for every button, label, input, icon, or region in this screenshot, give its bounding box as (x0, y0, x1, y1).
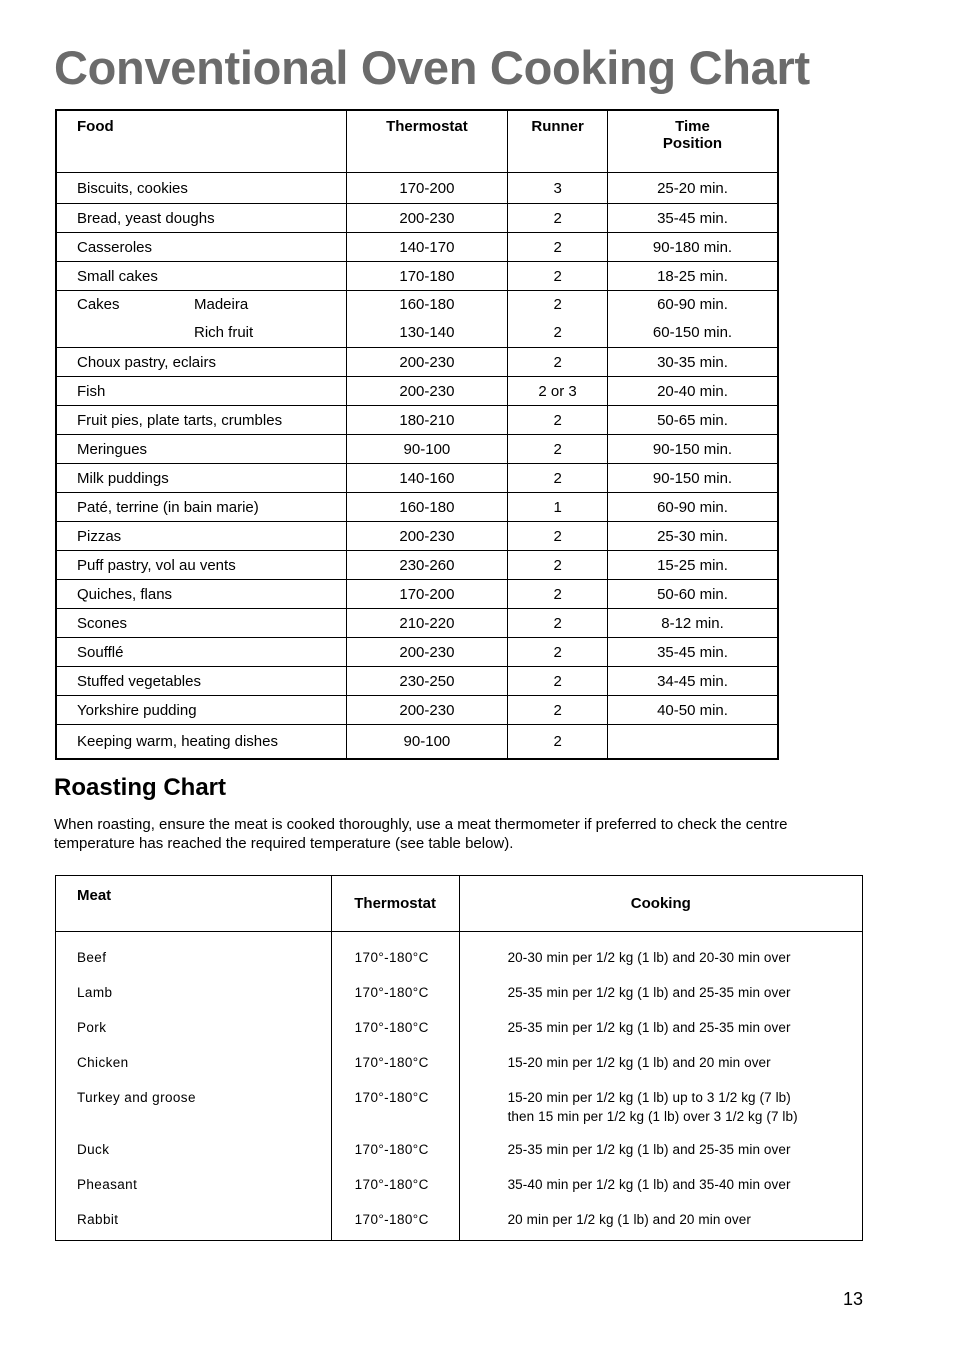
thermostat-cell: 200-230 (346, 204, 508, 233)
header-cooking: Cooking (459, 876, 862, 932)
time-cell: 30-35 min. (608, 348, 779, 377)
time-cell: 15-25 min. (608, 551, 779, 580)
runner-cell: 2 (508, 580, 608, 609)
time-cell: 8-12 min. (608, 609, 779, 638)
runner-value: 2 (553, 296, 562, 313)
cooking-cell (459, 1210, 862, 1241)
food-cell: Meringues (56, 435, 346, 464)
food-cell: Yorkshire pudding (56, 696, 346, 725)
thermostat-value: 160-180 (399, 296, 455, 313)
oven-cooking-table (55, 109, 779, 760)
table-row (56, 464, 778, 493)
time-cell (608, 291, 779, 348)
table-row (56, 580, 778, 609)
time-value: 60-90 min. (657, 296, 728, 313)
table-row (56, 348, 778, 377)
runner-cell: 2 (508, 233, 608, 262)
thermostat-cell: 90-100 (346, 725, 508, 760)
thermostat-cell: 230-250 (346, 667, 508, 696)
oven-header-row (56, 110, 778, 173)
food-cell: Biscuits, cookies (56, 173, 346, 204)
roasting-table (55, 875, 863, 1241)
table-row (56, 173, 778, 204)
cakes-sub-rich-fruit: Rich fruit (194, 324, 254, 341)
thermostat-cell: 200-230 (346, 638, 508, 667)
runner-value: 2 (553, 324, 562, 341)
runner-cell: 2 (508, 262, 608, 291)
runner-cell: 2 (508, 667, 608, 696)
header-runner: Runner (508, 110, 608, 173)
cooking-cell (459, 1175, 862, 1210)
time-cell: 20-40 min. (608, 377, 779, 406)
meat-cell: Chicken (56, 1053, 332, 1088)
cakes-label: Cakes (77, 296, 120, 313)
table-row (56, 493, 778, 522)
header-time-position (608, 110, 779, 173)
cooking-cell (459, 948, 862, 983)
runner-cell: 2 (508, 435, 608, 464)
table-row (56, 725, 778, 760)
runner-cell: 2 (508, 638, 608, 667)
table-row (56, 522, 778, 551)
thermostat-cell: 160-180 (346, 493, 508, 522)
page-number: 13 (843, 1289, 864, 1309)
table-row (56, 377, 778, 406)
time-cell: 60-90 min. (608, 493, 779, 522)
table-row (56, 1140, 863, 1175)
thermostat-cell: 200-230 (346, 348, 508, 377)
thermostat-cell: 140-160 (346, 464, 508, 493)
table-row (56, 406, 778, 435)
cooking-line: 25-35 min per 1/2 kg (1 lb) and 25-35 min over (507, 1142, 791, 1157)
roasting-table-body (56, 932, 863, 1241)
cooking-line: 25-35 min per 1/2 kg (1 lb) and 25-35 min over (507, 985, 791, 1000)
runner-cell: 1 (508, 493, 608, 522)
oven-table-body-continued (56, 348, 778, 760)
table-row (56, 983, 863, 1018)
thermostat-cell: 170-180 (346, 262, 508, 291)
table-row (56, 948, 863, 983)
header-position: Position (662, 135, 723, 152)
cooking-line: 25-35 min per 1/2 kg (1 lb) and 25-35 min over (507, 1020, 791, 1035)
thermostat-cell: 170°-180°C (331, 1053, 459, 1088)
meat-cell: Beef (56, 948, 332, 983)
food-cell-cakes (56, 291, 346, 348)
meat-cell: Rabbit (56, 1210, 332, 1241)
cooking-cell (459, 1053, 862, 1088)
time-cell: 25-30 min. (608, 522, 779, 551)
runner-cell: 2 (508, 464, 608, 493)
table-row (56, 667, 778, 696)
thermostat-cell: 170°-180°C (331, 948, 459, 983)
food-cell: Scones (56, 609, 346, 638)
cooking-cell (459, 1140, 862, 1175)
thermostat-cell: 90-100 (346, 435, 508, 464)
runner-cell: 2 (508, 204, 608, 233)
food-cell: Bread, yeast doughs (56, 204, 346, 233)
time-cell: 40-50 min. (608, 696, 779, 725)
thermostat-cell: 170°-180°C (331, 983, 459, 1018)
runner-cell: 2 (508, 522, 608, 551)
food-cell: Paté, terrine (in bain marie) (56, 493, 346, 522)
food-cell: Pizzas (56, 522, 346, 551)
runner-cell: 2 (508, 725, 608, 760)
food-cell: Fish (56, 377, 346, 406)
food-cell: Casseroles (56, 233, 346, 262)
meat-cell: Turkey and groose (56, 1088, 332, 1140)
table-row (56, 551, 778, 580)
thermostat-cell: 170-200 (346, 173, 508, 204)
time-cell: 50-60 min. (608, 580, 779, 609)
table-row (56, 1088, 863, 1140)
thermostat-cell: 200-230 (346, 377, 508, 406)
food-cell: Stuffed vegetables (56, 667, 346, 696)
meat-cell: Pheasant (56, 1175, 332, 1210)
roasting-intro: When roasting, ensure the meat is cooked thoroughly, use a meat thermometer if preferred to check the centre temperature has reached the required temperature (see table below). (54, 816, 788, 852)
table-row (56, 1210, 863, 1241)
time-cell: 35-45 min. (608, 204, 779, 233)
roasting-heading: Roasting Chart (54, 774, 227, 801)
runner-cell: 2 (508, 406, 608, 435)
thermostat-cell: 170°-180°C (331, 1018, 459, 1053)
table-row (56, 1053, 863, 1088)
oven-table-body (56, 173, 778, 348)
table-row-cakes (56, 291, 778, 348)
table-row (56, 1175, 863, 1210)
time-cell (608, 725, 779, 760)
header-thermostat: Thermostat (346, 110, 508, 173)
runner-cell: 3 (508, 173, 608, 204)
thermostat-cell (346, 291, 508, 348)
table-row (56, 204, 778, 233)
thermostat-cell: 170°-180°C (331, 1210, 459, 1241)
cooking-cell (459, 983, 862, 1018)
cooking-cell (459, 1018, 862, 1053)
cooking-line: 20 min per 1/2 kg (1 lb) and 20 min over (507, 1212, 751, 1227)
meat-cell: Lamb (56, 983, 332, 1018)
cooking-line: then 15 min per 1/2 kg (1 lb) over 3 1/2 kg (7 lb) (507, 1109, 798, 1124)
runner-cell: 2 or 3 (508, 377, 608, 406)
cooking-line: 15-20 min per 1/2 kg (1 lb) and 20 min over (507, 1055, 771, 1070)
cooking-line: 20-30 min per 1/2 kg (1 lb) and 20-30 min over (507, 950, 791, 965)
food-cell: Puff pastry, vol au vents (56, 551, 346, 580)
cooking-cell (459, 1088, 862, 1140)
runner-cell: 2 (508, 348, 608, 377)
thermostat-cell: 230-260 (346, 551, 508, 580)
thermostat-cell: 180-210 (346, 406, 508, 435)
cooking-line: 35-40 min per 1/2 kg (1 lb) and 35-40 min over (507, 1177, 791, 1192)
table-row (56, 1018, 863, 1053)
header-time: Time (675, 118, 710, 135)
header-thermostat: Thermostat (331, 876, 459, 932)
table-row (56, 638, 778, 667)
thermostat-cell: 170-200 (346, 580, 508, 609)
meat-cell: Pork (56, 1018, 332, 1053)
runner-cell: 2 (508, 696, 608, 725)
food-cell: Keeping warm, heating dishes (56, 725, 346, 760)
time-cell: 90-180 min. (608, 233, 779, 262)
food-cell: Quiches, flans (56, 580, 346, 609)
thermostat-value: 130-140 (399, 324, 455, 341)
thermostat-cell: 170°-180°C (331, 1140, 459, 1175)
food-cell: Milk puddings (56, 464, 346, 493)
page-title: Conventional Oven Cooking Chart (54, 41, 810, 94)
header-food: Food (56, 110, 346, 173)
time-cell: 50-65 min. (608, 406, 779, 435)
time-cell: 25-20 min. (608, 173, 779, 204)
thermostat-cell: 210-220 (346, 609, 508, 638)
header-meat: Meat (56, 876, 332, 932)
thermostat-cell: 170°-180°C (331, 1088, 459, 1140)
table-row (56, 233, 778, 262)
food-cell: Choux pastry, eclairs (56, 348, 346, 377)
time-cell: 34-45 min. (608, 667, 779, 696)
table-row (56, 609, 778, 638)
cakes-sub-madeira: Madeira (194, 296, 249, 313)
runner-cell: 2 (508, 551, 608, 580)
food-cell: Soufflé (56, 638, 346, 667)
cooking-line: 15-20 min per 1/2 kg (1 lb) up to 3 1/2 kg (7 lb) (507, 1090, 791, 1105)
table-row (56, 262, 778, 291)
time-cell: 35-45 min. (608, 638, 779, 667)
thermostat-cell: 200-230 (346, 696, 508, 725)
time-cell: 90-150 min. (608, 464, 779, 493)
meat-cell: Duck (56, 1140, 332, 1175)
thermostat-cell: 140-170 (346, 233, 508, 262)
food-cell: Small cakes (56, 262, 346, 291)
roasting-header-row (56, 876, 863, 932)
spacer-row (56, 932, 863, 949)
time-value: 60-150 min. (652, 324, 733, 341)
runner-cell: 2 (508, 609, 608, 638)
table-row (56, 696, 778, 725)
time-cell: 90-150 min. (608, 435, 779, 464)
table-row (56, 435, 778, 464)
food-cell: Fruit pies, plate tarts, crumbles (56, 406, 346, 435)
thermostat-cell: 170°-180°C (331, 1175, 459, 1210)
runner-cell (508, 291, 608, 348)
time-cell: 18-25 min. (608, 262, 779, 291)
thermostat-cell: 200-230 (346, 522, 508, 551)
